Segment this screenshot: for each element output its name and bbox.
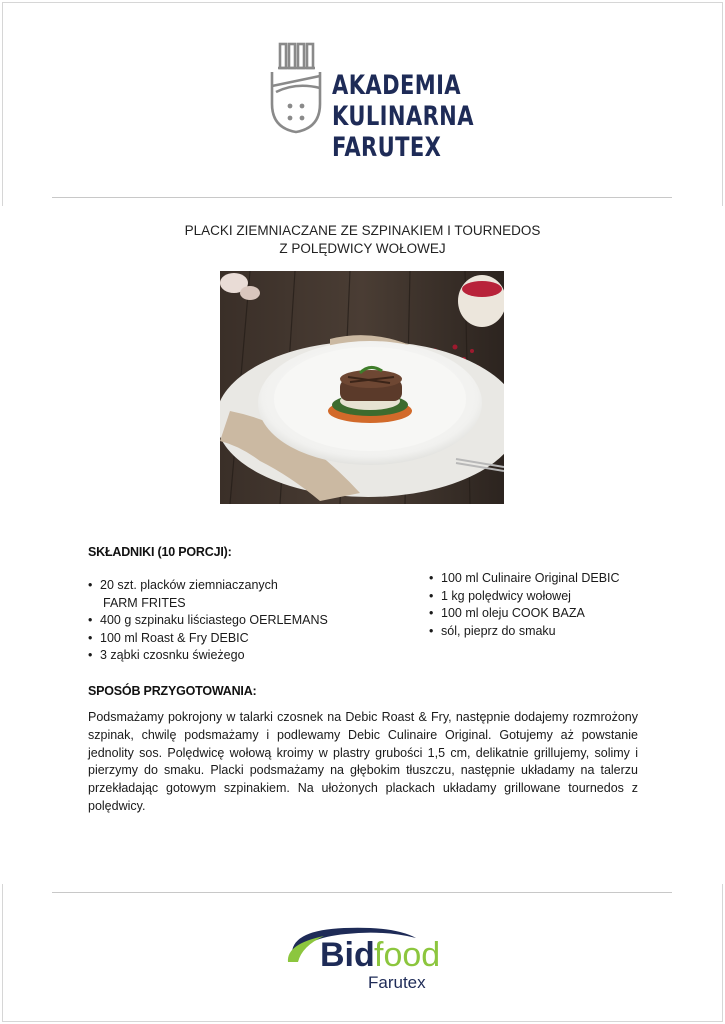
list-item: • 100 ml oleju COOK BAZA bbox=[429, 606, 585, 620]
ingredients-heading: SKŁADNIKI (10 PORCJI): bbox=[88, 545, 232, 559]
list-item: • 20 szt. placków ziemniaczanych bbox=[88, 578, 278, 592]
list-item: • 1 kg polędwicy wołowej bbox=[429, 588, 571, 603]
header-divider bbox=[52, 197, 672, 198]
recipe-title bbox=[0, 222, 725, 258]
bidfood-farutex-logo-icon bbox=[284, 922, 444, 994]
recipe-title-line-2: Z POLĘDWICY WOŁOWEJ bbox=[279, 241, 446, 256]
recipe-title-line-1: PLACKI ZIEMNIACZANE ZE SZPINAKIEM I TOURNEDOS bbox=[184, 223, 541, 238]
chef-hat-logo-icon bbox=[266, 42, 326, 134]
list-item-continuation: FARM FRITES bbox=[103, 595, 186, 610]
list-item: • 3 ząbki czosnku świeżego bbox=[88, 648, 245, 662]
footer-divider bbox=[52, 892, 672, 893]
list-item: • 400 g szpinaku liściastego OERLEMANS bbox=[88, 613, 328, 627]
list-item: • 100 ml Roast & Fry DEBIC bbox=[88, 630, 249, 645]
logo-word-food: food bbox=[374, 936, 441, 974]
logo-word-bid: Bid bbox=[320, 936, 375, 974]
brand-line-3: FARUTEX bbox=[332, 132, 442, 163]
dish-photo bbox=[220, 271, 504, 504]
method-text: Podsmażamy pokrojony w talarki czosnek na Debic Roast & Fry, następnie dodajemy rozmrożony szpinak, chwilę podsmażamy i podlewamy Debic Culinaire Original. Gotujemy aż powstanie jednolity sos. Polędwicę wołową kroimy w plastry grubości 1,5 cm, delikatnie grillujemy, solimy i pierzymy do smaku. Placki podsmażamy na głębokim tłuszczu, następnie układamy na talerzu przekładając gotowym szpinakiem. Na ułożonych plackach układamy grillowane tournedos z polędwicy. bbox=[88, 710, 638, 813]
list-item: • sól, pieprz do smaku bbox=[429, 623, 556, 638]
brand-line-1: AKADEMIA bbox=[332, 70, 462, 101]
brand-line-2: KULINARNA bbox=[332, 101, 474, 132]
logo-subtitle: Farutex bbox=[368, 973, 426, 992]
ingredients-list-left bbox=[88, 577, 328, 665]
method-heading: SPOSÓB PRZYGOTOWANIA: bbox=[88, 684, 257, 698]
brand-wordmark bbox=[332, 70, 474, 163]
list-item: • 100 ml Culinaire Original DEBIC bbox=[429, 571, 620, 585]
ingredients-list-right bbox=[429, 570, 620, 640]
